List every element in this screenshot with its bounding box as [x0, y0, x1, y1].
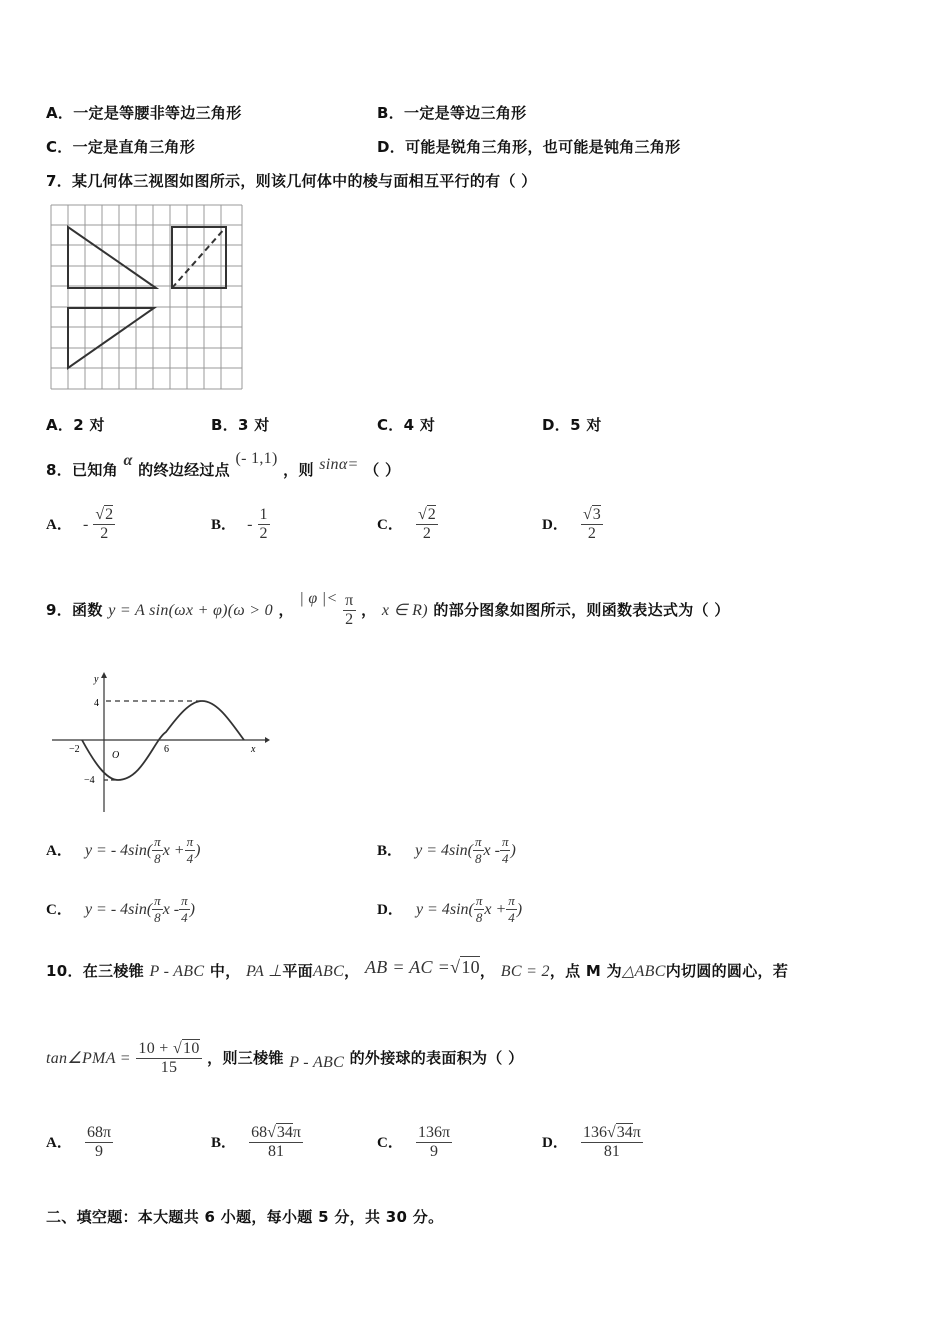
q9-graph: [50, 672, 270, 817]
q9-option-b: B． y = 4sin( $\frac{\pi}{8}$ x - $\frac{\pi}{4}$ ): [377, 834, 516, 866]
x-axis-arrow: [265, 737, 270, 743]
q7-option-a: A．2 对: [46, 416, 105, 434]
q8-stem: 8．已知角 α 的终边经过点 (- 1,1) ，则 sinα= （ ）: [46, 450, 401, 479]
tick-6: 6: [164, 744, 169, 755]
q8-option-a: A． - $\frac{√2}{2}$: [46, 506, 114, 542]
side-view-hidden-edge: [172, 227, 226, 288]
three-view-figure: [46, 200, 246, 396]
q9-option-d: D． y = 4sin( $\frac{\pi}{8}$ x + $\frac{\pi}{4}$ ): [377, 893, 523, 925]
q10-stem-line2: tan∠PMA = $\frac{10 + √10}{15}$ ，则三棱锥 P - ABC 的外接球的表面积为（ ）: [46, 1040, 524, 1076]
q8-option-b: B． - $\frac{1}{2}$: [211, 506, 268, 542]
q9-stem: 9．函数 y = A sin(ωx + φ)(ω > 0 ， | φ |< $\frac{\pi}{2}$ ， x ∈ R) 的部分图象如图所示，则函数表达式为（ ）: [46, 590, 730, 628]
x-axis-label: x: [251, 744, 256, 755]
q10-option-c: C． $\frac{136\pi}{9}$: [377, 1124, 451, 1160]
q6-option-d: D．可能是锐角三角形，也可能是钝角三角形: [377, 138, 681, 156]
q6-option-b: B．一定是等边三角形: [377, 104, 527, 122]
section-2-heading: 二、填空题：本大题共 6 小题，每小题 5 分，共 30 分。: [46, 1208, 444, 1226]
q10-option-d: D． $\frac{136√34\pi}{81}$: [542, 1124, 641, 1160]
q7-option-d: D．5 对: [542, 416, 602, 434]
q8-option-c: C． $\frac{√2}{2}$: [377, 506, 436, 542]
front-view: [68, 227, 156, 288]
q7-option-b: B．3 对: [211, 416, 270, 434]
tick-neg4: −4: [84, 775, 95, 786]
y-axis-arrow: [101, 672, 107, 678]
y-axis-label: y: [94, 674, 99, 685]
tick-neg2: −2: [69, 744, 80, 755]
q8-option-d: D． $\frac{√3}{2}$: [542, 506, 601, 542]
origin-label: O: [112, 750, 120, 761]
grid: [51, 205, 242, 389]
q10-option-a: A． $\frac{68\pi}{9}$: [46, 1124, 112, 1160]
q7-stem: 7．某几何体三视图如图所示，则该几何体中的棱与面相互平行的有（ ）: [46, 172, 537, 190]
tick-4: 4: [94, 698, 99, 709]
q6-option-a: A．一定是等腰非等边三角形: [46, 104, 242, 122]
top-view: [68, 308, 154, 368]
q9-option-c: C． y = - 4sin( $\frac{\pi}{8}$ x - $\frac{\pi}{4}$ ): [46, 893, 195, 925]
q10-stem-line1: 10．在三棱锥 P - ABC 中， PA ⊥平面ABC， AB = AC =√10， BC = 2，点 M 为△ABC内切圆的圆心，若: [46, 957, 789, 980]
q9-option-a: A． y = - 4sin( $\frac{\pi}{8}$ x + $\frac{\pi}{4}$ ): [46, 834, 201, 866]
q6-option-c: C．一定是直角三角形: [46, 138, 196, 156]
q10-option-b: B． $\frac{68√34\pi}{81}$: [211, 1124, 301, 1160]
q7-option-c: C．4 对: [377, 416, 436, 434]
